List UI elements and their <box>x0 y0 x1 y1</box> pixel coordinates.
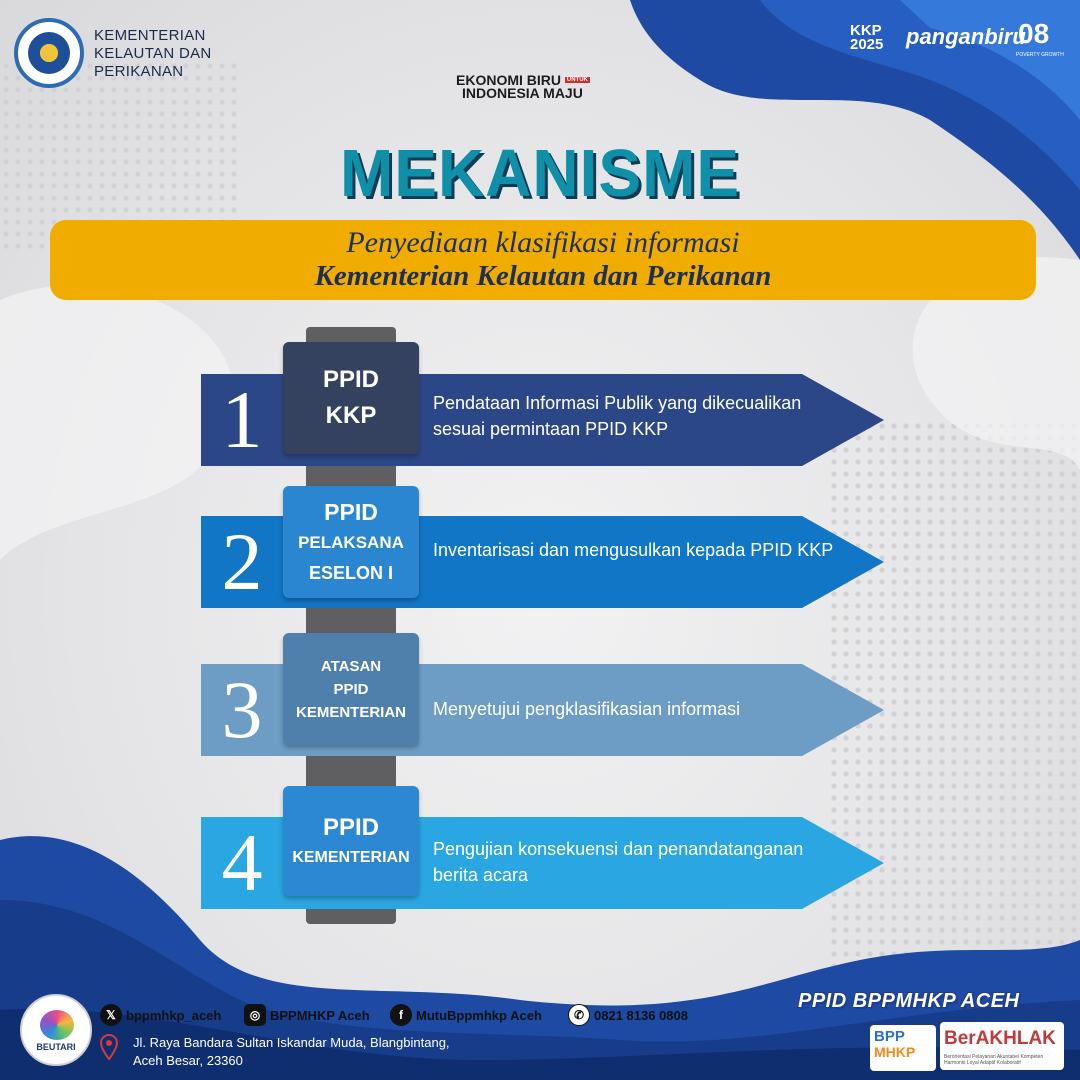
twitter-handle: bppmhkp_aceh <box>126 1007 222 1023</box>
phone-number: 0821 8136 0808 <box>594 1007 688 1023</box>
step-1-label-line: PPID <box>322 366 379 393</box>
o8-logo-sub: POVERTY GROWTH <box>1016 52 1064 58</box>
address-line: Aceh Besar, 23360 <box>133 1053 243 1068</box>
address <box>133 1034 450 1070</box>
step-1-description: Pendataan Informasi Publik yang dikecualikan sesuai permintaan PPID KKP <box>433 393 802 439</box>
step-2-number: 2 <box>221 516 263 607</box>
page-title: MEKANISME <box>339 135 741 211</box>
step-2-label-box <box>283 486 419 598</box>
step-4-label-line: KEMENTERIAN <box>292 849 410 866</box>
o8-logo: 08 <box>1018 18 1050 49</box>
phone-icon: ✆ <box>568 1004 590 1026</box>
facebook-link[interactable] <box>390 1004 542 1026</box>
step-4-label-box <box>283 786 419 896</box>
campaign-line1: EKONOMI BIRU <box>456 72 561 88</box>
ppid-unit-title: PPID BPPMHKP ACEH <box>798 990 1020 1012</box>
step-2-description: Inventarisasi dan mengusulkan kepada PPID KKP <box>433 540 834 560</box>
instagram-link[interactable] <box>244 1004 370 1026</box>
berakhlak-logo <box>940 1022 1064 1070</box>
campaign-logo <box>456 74 590 100</box>
step-2-label-line: PELAKSANA <box>298 533 404 552</box>
beutari-logo-icon <box>20 994 92 1066</box>
step-3-number: 3 <box>221 664 263 755</box>
campaign-tag: UNTUK <box>566 77 588 83</box>
banner-line2: Kementerian Kelautan dan Perikanan <box>314 260 772 292</box>
address-line: Jl. Raya Bandara Sultan Iskandar Muda, Blangbintang, <box>133 1035 450 1050</box>
kkp-2025-logo <box>850 24 883 52</box>
step-4-description: Pengujian konsekuensi dan penandatanganan berita acara <box>433 839 804 885</box>
twitter-link[interactable] <box>100 1004 221 1026</box>
ministry-name <box>94 27 294 81</box>
step-4-label-line: PPID <box>322 814 379 841</box>
instagram-icon: ◎ <box>244 1004 266 1026</box>
location-pin-icon <box>100 1034 118 1060</box>
ministry-line: KEMENTERIAN <box>94 27 206 44</box>
kkp-year-text: 2025 <box>850 36 884 53</box>
facebook-icon: f <box>390 1004 412 1026</box>
facebook-handle: MutuBppmhkp Aceh <box>416 1007 542 1023</box>
step-4-number: 4 <box>221 817 263 908</box>
campaign-line2: INDONESIA MAJU <box>462 85 583 101</box>
step-3-label-line: KEMENTERIAN <box>295 703 406 721</box>
kkp-logo-icon <box>14 18 84 88</box>
berakhlak-subtext: Berorientasi Pelayanan Akuntabel Kompeten Harmonis Loyal Adaptif Kolaboratif <box>944 1054 1044 1066</box>
ministry-line: KELAUTAN DAN <box>94 45 212 62</box>
panganbiru-logo: panganbiru <box>906 24 1026 49</box>
step-3-description: Menyetujui pengklasifikasian informasi <box>433 699 741 719</box>
step-2-label-line: PPID <box>324 499 378 525</box>
ministry-line: PERIKANAN <box>94 63 184 80</box>
bpp-logo-line2: MHKP <box>874 1044 916 1060</box>
x-twitter-icon: 𝕏 <box>100 1004 122 1026</box>
step-2-label-line: ESELON I <box>308 563 393 583</box>
step-3-label-line: PPID <box>333 680 369 698</box>
step-1-label-box <box>283 342 419 454</box>
berakhlak-text: BerAKHLAK <box>944 1028 1056 1049</box>
bpp-logo-line1: BPP <box>874 1028 905 1045</box>
bpp-mhkp-logo <box>870 1025 936 1071</box>
phone-link[interactable] <box>568 1004 688 1026</box>
instagram-handle: BPPMHKP Aceh <box>270 1007 370 1023</box>
step-1-number: 1 <box>221 374 263 465</box>
step-3-label-box <box>283 633 419 745</box>
step-3-label-line: ATASAN <box>320 657 382 675</box>
step-1-label-line: KKP <box>325 402 377 429</box>
beutari-text: BEUTARI <box>36 1042 76 1052</box>
kkp-logo-text: KKP <box>850 22 882 39</box>
banner-line1: Penyediaan klasifikasi informasi <box>346 226 740 259</box>
